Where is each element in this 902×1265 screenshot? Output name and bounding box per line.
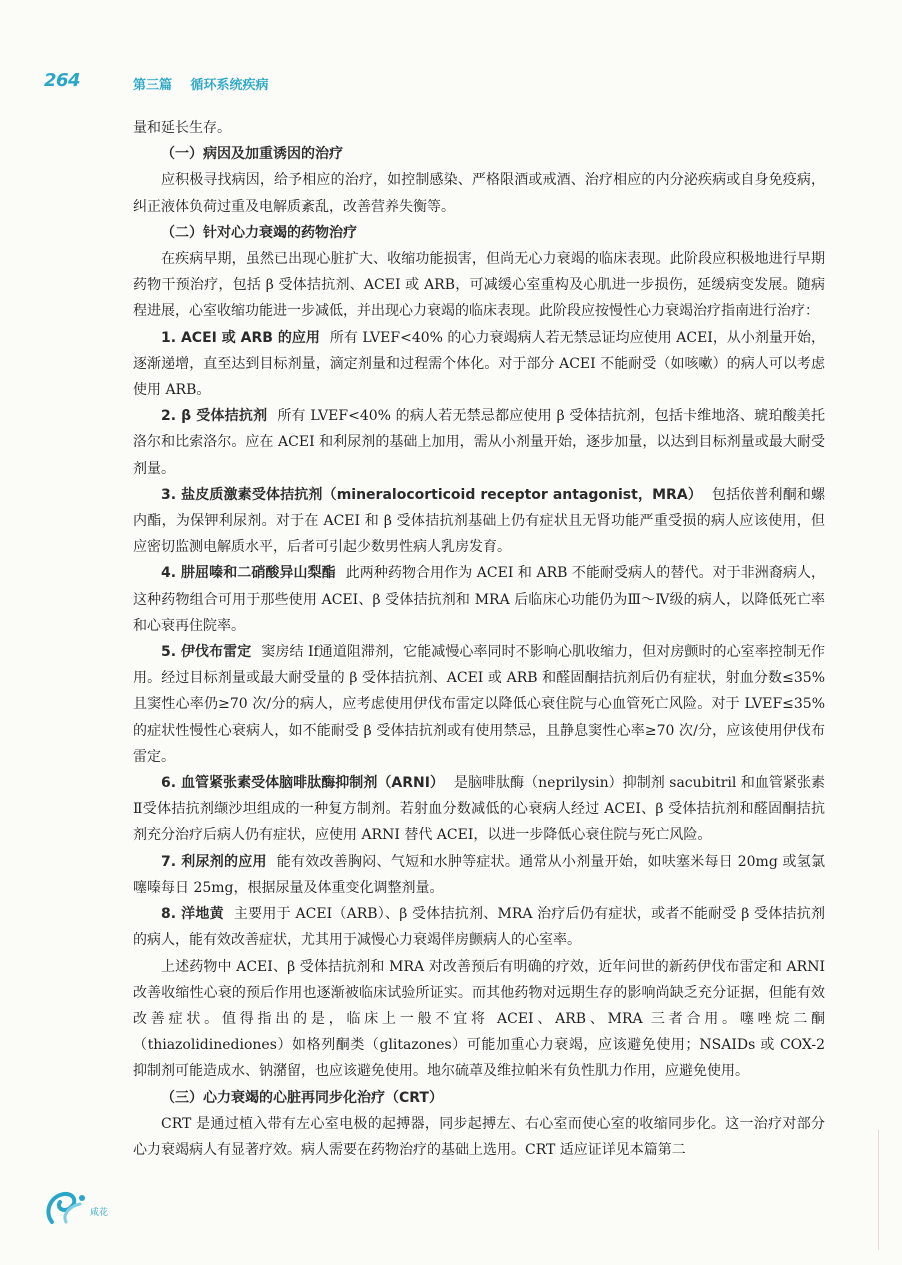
item-title: 2. β 受体拮抗剂 <box>161 408 268 425</box>
section-heading: （二）针对心力衰竭的药物治疗 <box>161 224 357 241</box>
item-title: 1. ACEI 或 ARB 的应用 <box>161 329 320 346</box>
item-text: 此两种药物合用作为 ACEI 和 ARB 不能耐受病人的替代。对于非洲裔病人，这种药物组合可用于那些使用 ACEI、β 受体拮抗剂和 MRA 后临床心功能仍为Ⅲ～Ⅳ级的病人，以降低死亡率和心衰再住院率。 <box>133 565 825 634</box>
item-text: 所有 LVEF<40% 的病人若无禁忌都应使用 β 受体拮抗剂，包括卡维地洛、琥珀酸美托洛尔和比索洛尔。应在 ACEI 和利尿剂的基础上加用，需从小剂量开始，逐步加量，以达到目标剂量或最大耐受剂量。 <box>133 408 825 477</box>
item-title: 4. 肼屈嗪和二硝酸异山梨酯 <box>161 565 336 582</box>
paragraph: 上述药物中 ACEI、β 受体拮抗剂和 MRA 对改善预后有明确的疗效，近年问世的新药伊伐布雷定和 ARNI 改善收缩性心衰的预后作用也逐渐被临床试验所证实。而其他药物对远期生存的影响尚缺乏充分证据，但能有效改善症状。值得指出的是，临床上一般不宜将 ACEI、ARB、MRA 三者合用。噻唑烷二酮（thiazolidinediones）如格列酮类（glitazones）可能加重心力衰竭，应该避免使用；NSAIDs 或 COX-2 抑制剂可能造成水、钠潴留，也应该避免使用。地尔硫䓬及维拉帕米有负性肌力作用，应避免使用。 <box>133 958 825 1080</box>
numbered-item <box>133 560 825 639</box>
part-label: 第三篇 <box>133 78 173 93</box>
item-title: 7. 利尿剂的应用 <box>161 853 267 870</box>
page-edge-line <box>878 1130 879 1250</box>
numbered-item <box>133 403 825 482</box>
item-text: 包括依普利酮和螺内酯，为保钾利尿剂。对于在 ACEI 和 β 受体拮抗剂基础上仍有症状且无肾功能严重受损的病人应该使用，但应密切监测电解质水平，后者可引起少数男性病人乳房发育。 <box>133 486 826 556</box>
body-text <box>133 115 825 1163</box>
item-title: 8. 洋地黄 <box>161 906 224 923</box>
paragraph: CRT 是通过植入带有左心室电极的起搏器，同步起搏左、右心室而使心室的收缩同步化。这一治疗对部分心力衰竭病人有显著疗效。病人需要在药物治疗的基础上选用。CRT 适应证详见本篇第二 <box>133 1115 825 1158</box>
item-title: 6. 血管紧张素受体脑啡肽酶抑制剂（ARNI） <box>161 775 444 792</box>
item-text: 主要用于 ACEI（ARB）、β 受体拮抗剂、MRA 治疗后仍有症状，或者不能耐受 β 受体拮抗剂的病人，能有效改善症状，尤其用于减慢心力衰竭伴房颤病人的心室率。 <box>133 906 826 949</box>
item-title: 5. 伊伐布雷定 <box>161 644 252 661</box>
item-text: 能有效改善胸闷、气短和水肿等症状。通常从小剂量开始，如呋塞米每日 20mg 或氢氯噻嗪每日 25mg，根据尿量及体重变化调整剂量。 <box>133 853 826 896</box>
item-text: 窦房结 If通道阻滞剂，它能减慢心率同时不影响心肌收缩力，但对房颤时的心室率控制无作用。经过目标剂量或最大耐受量的 β 受体拮抗剂、ACEI 或 ARB 和醛固酮拮抗剂后仍有症状，射血分数≤35% 且窦性心率仍≥70 次/分的病人，应考虑使用伊伐布雷定以降低心衰住院与心血管死亡风险。对于 LVEF≤35% 的症状性慢性心衰病人，如不能耐受 β 受体拮抗剂或有使用禁忌，且静息窦性心率≥70 次/分，应该使用伊伐布雷定。 <box>133 644 825 765</box>
numbered-item <box>133 901 825 953</box>
numbered-item <box>133 770 825 849</box>
paragraph: 在疾病早期，虽然已出现心脏扩大、收缩功能损害，但尚无心力衰竭的临床表现。此阶段应积极地进行早期药物干预治疗，包括 β 受体拮抗剂、ACEI 或 ARB，可减缓心室重构及心肌进一步损伤，延缓病变发展。随病程进展，心室收缩功能进一步减低，并出现心力衰竭的临床表现。此阶段应按慢性心力衰竭治疗指南进行治疗： <box>133 251 825 320</box>
item-text: 所有 LVEF<40% 的心力衰竭病人若无禁忌证均应使用 ACEI，从小剂量开始，逐渐递增，直至达到目标剂量，滴定剂量和过程需个体化。对于部分 ACEI 不能耐受（如咳嗽）的病人可以考虑使用 ARB。 <box>133 329 825 399</box>
section-heading: （一）病因及加重诱因的治疗 <box>161 146 343 163</box>
numbered-item <box>133 325 825 404</box>
paragraph: 量和延长生存。 <box>133 120 231 136</box>
paragraph: 应积极寻找病因，给予相应的治疗，如控制感染、严格限酒或戒酒、治疗相应的内分泌疾病或自身免疫病，纠正液体负荷过重及电解质紊乱，改善营养失衡等。 <box>133 172 825 215</box>
numbered-item <box>133 482 825 561</box>
numbered-item <box>133 639 825 770</box>
item-text: 是脑啡肽酶（neprilysin）抑制剂 sacubitril 和血管紧张素Ⅱ受体拮抗剂缬沙坦组成的一种复方制剂。若射血分数减低的心衰病人经过 ACEI、β 受体拮抗剂和醛固酮拮抗剂充分治疗后病人仍有症状，应使用 ARNI 替代 ACEI，以进一步降低心衰住院与死亡风险。 <box>133 775 825 844</box>
item-title: 3. 盐皮质激素受体拮抗剂（mineralocorticoid receptor antagonist，MRA） <box>161 486 702 503</box>
logo-text: 咸花 <box>90 1208 109 1218</box>
running-head <box>133 74 283 93</box>
numbered-item <box>133 849 825 901</box>
page-number: 264 <box>44 70 81 91</box>
section-heading: （三）心力衰竭的心脏再同步化治疗（CRT） <box>161 1089 443 1106</box>
chapter-label: 循环系统疾病 <box>190 78 269 93</box>
